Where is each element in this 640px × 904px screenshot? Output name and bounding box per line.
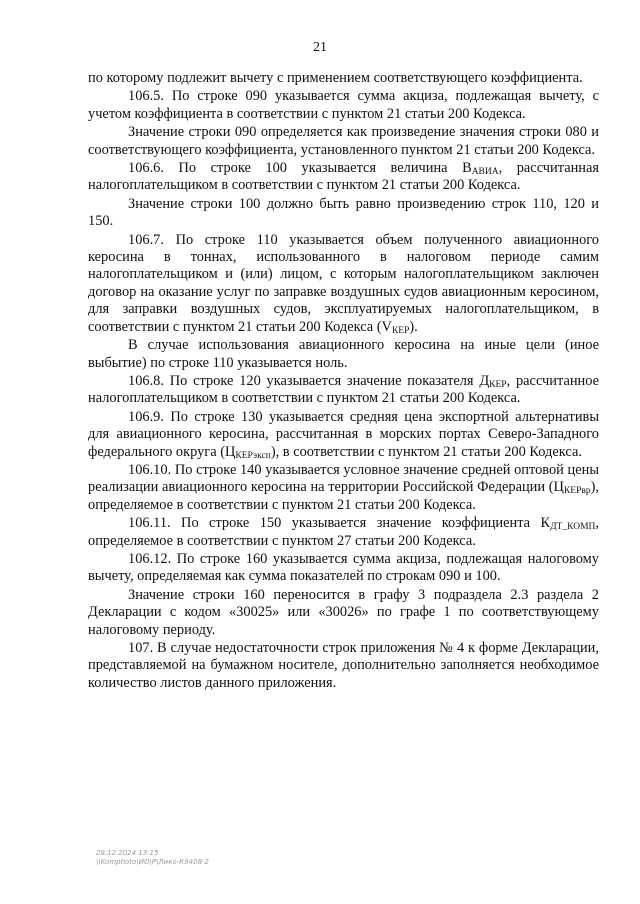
page-number: 21 <box>313 40 327 55</box>
paragraph-text: ), в соответствии с пунктом 21 статьи 200 Кодекса. <box>270 443 582 460</box>
paragraph-text: В случае использования авиационного керосина на иные цели (иное выбытие) по строке 110 указывается ноль. <box>88 337 599 371</box>
subscript-text: АВИА <box>471 167 499 178</box>
paragraph <box>88 640 599 692</box>
paragraph-text: 106.5. По строке 090 указывается сумма акциза, подлежащая вычету, с учетом коэффициента в соответствии с пунктом 21 статьи 200 Кодекса. <box>88 88 599 122</box>
paragraph <box>88 88 599 123</box>
paragraph-text: Значение строки 160 переносится в графу 3 подраздела 2.3 раздела 2 Декларации с кодом «30025» или «30026» по графе 1 по соответствующему налоговому периоду. <box>88 586 599 638</box>
document-body <box>88 70 599 693</box>
paragraph <box>88 587 599 639</box>
paragraph-text: Значение строки 090 определяется как произведение значения строки 080 и соответствующего коэффициента, установленного пунктом 21 статьи 200 Кодекса. <box>88 124 599 158</box>
subscript-text: КЕР <box>489 379 507 390</box>
paragraph <box>88 232 599 336</box>
paragraph <box>88 337 599 372</box>
subscript-text: ДТ_КОМП <box>550 522 596 533</box>
paragraph <box>88 373 599 408</box>
paragraph <box>88 551 599 586</box>
document-footer <box>96 849 209 867</box>
subscript-text: КЕРэксп <box>235 450 271 461</box>
paragraph-text: 106.10. По строке 140 указывается условное значение средней оптовой цены реализации авиационного керосина на территории Российской Федерации (Ц <box>88 461 599 496</box>
paragraph-text: 106.9. По строке 130 указывается средняя цена экспортной альтернативы для авиационного керосина, рассчитанная в морских портах Северо-Западного федерального округа (Ц <box>88 408 599 460</box>
paragraph-text: , рассчитанная налогоплательщиком в соответствии с пунктом 21 статьи 200 Кодекса. <box>88 160 599 194</box>
paragraph-text: , определяемое в соответствии с пунктом 27 статьи 200 Кодекса. <box>88 515 599 549</box>
paragraph <box>88 124 599 159</box>
paragraph-text: 106.8. По строке 120 указывается значение показателя Д <box>128 372 490 389</box>
paragraph-text: по котором​у подлежит вычету с применением соответствующего коэффициента. <box>88 70 583 86</box>
paragraph-text: Значение строки 100 должно быть равно произведению строк 110, 120 и 150. <box>88 195 599 230</box>
subscript-text: КЕРвр <box>563 486 591 497</box>
paragraph-text: , рассчитанное налогоплательщиком в соответствии с пунктом 21 статьи 200 Кодекса. <box>88 372 599 407</box>
footer-file-path: \\Komphoto\ИО\Р\Лико-К9408-2 <box>96 858 210 866</box>
paragraph <box>88 462 599 514</box>
paragraph-text: ). <box>409 318 418 335</box>
footer-timestamp: 28.12.2024 13:15 <box>96 849 159 857</box>
paragraph-text: 106.7. По строке 110 указывается объем полученного авиационного керосина в тоннах, использованного в налоговом периоде самим налогоплательщиком и (или) лицом, с которым налогоплательщиком заключен договор на оказание услуг по заправке воздушных судов авиационным керосином, для заправки воздушных судов, эксплуатируемых налогоплательщиком, в соответствии с пунктом 21 статьи 200 Кодекса (V <box>88 231 599 335</box>
paragraph-text: 106.12. По строке 160 указывается сумма акциза, подлежащая налоговому вычету, определяемая как сумма показателей по строкам 090 и 100. <box>88 550 599 585</box>
paragraph <box>88 409 599 461</box>
paragraph-text: 106.6. По строке 100 указывается величина В <box>128 160 472 177</box>
paragraph <box>88 515 599 550</box>
subscript-text: КЕР <box>391 325 410 336</box>
paragraph-text: 107. В случае недостаточности строк приложения № 4 к форме Декларации, представляемой на бумажном носителе, дополнительно заполняется необходимое количество листов данного приложения. <box>88 640 599 691</box>
paragraph <box>88 70 599 87</box>
paragraph-text: 106.11. По строке 150 указывается значение коэффициента К <box>128 515 551 532</box>
paragraph <box>88 160 599 195</box>
paragraph <box>88 196 599 231</box>
paragraph-text: ), определяемое в соответствии с пунктом 21 статьи 200 Кодекса. <box>88 479 599 513</box>
